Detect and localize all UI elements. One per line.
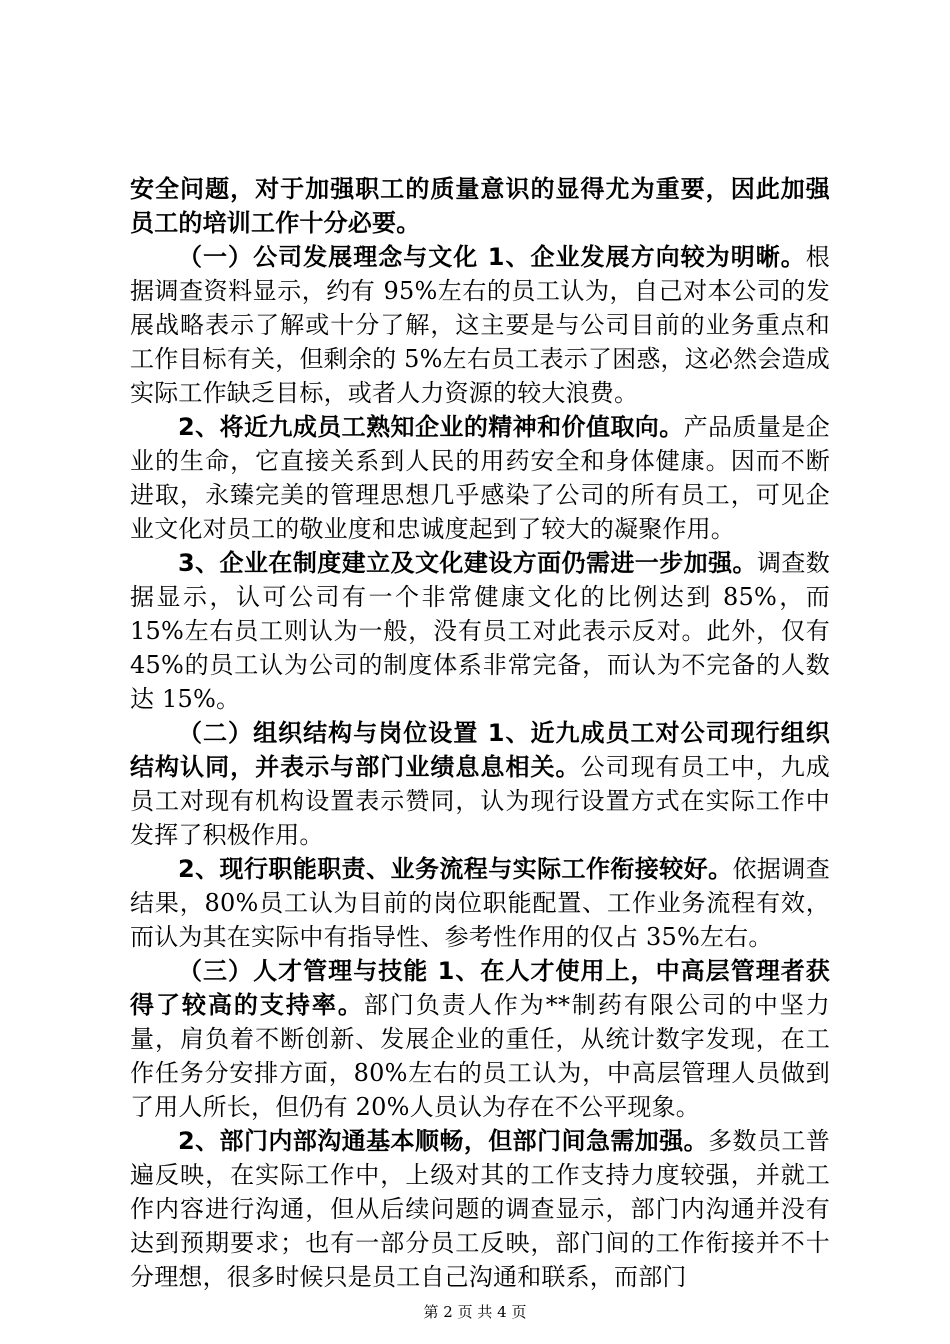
paragraph-section-2-item-2 — [130, 852, 830, 954]
paragraph-lead: （二）组织结构与岗位设置 1、近九成员工对公司现行组织结构认同，并表示与部门业绩息息相关。 — [130, 719, 830, 781]
paragraph-text: 多数员工普遍反映，在实际工作中，上级对其的工作支持力度较强，并就工作内容进行沟通，但从后续问题的调查显示，部门内沟通并没有达到预期要求；也有一部分员工反映，部门间的工作衔接并不十分理想，很多时候只是员工自己沟通和联系，而部门 — [130, 1127, 830, 1291]
paragraph-section-1-item-2 — [130, 410, 830, 546]
paragraph-text: 根据调查资料显示，约有 95%左右的员工认为，自己对本公司的发展战略表示了解或十分了解，这主要是与公司目前的业务重点和工作目标有关，但剩余的 5%左右员工表示了困惑，这必然会造成实际工作缺乏目标，或者人力资源的较大浪费。 — [130, 243, 830, 407]
paragraph-lead: 2、现行职能职责、业务流程与实际工作衔接较好。 — [178, 855, 733, 883]
paragraph-continuation — [130, 172, 830, 240]
paragraph-text: 产品质量是企业的生命，它直接关系到人民的用药安全和身体健康。因而不断进取，永臻完美的管理思想几乎感染了公司的所有员工，可见企业文化对员工的敬业度和忠诚度起到了较大的凝聚作用。 — [130, 413, 830, 543]
paragraph-section-2 — [130, 716, 830, 852]
paragraph-section-1-item-3 — [130, 546, 830, 716]
page-footer — [0, 1302, 950, 1322]
paragraph-section-3-item-2 — [130, 1124, 830, 1294]
paragraph-lead: 2、部门内部沟通基本顺畅，但部门间急需加强。 — [178, 1127, 709, 1155]
paragraph-text: 依据调查结果，80%员工认为目前的岗位职能配置、工作业务流程有效，而认为其在实际中有指导性、参考性作用的仅占 35%左右。 — [130, 855, 830, 951]
paragraph-lead: （三）人才管理与技能 1、在人才使用上，中高层管理者获得了较高的支持率。 — [130, 957, 830, 1019]
paragraph-text: 部门负责人作为**制药有限公司的中坚力量，肩负着不断创新、发展企业的重任，从统计数字发现，在工作任务分安排方面，80%左右的员工认为，中高层管理人员做到了用人所长，但仍有 20%人员认为存在不公平现象。 — [130, 991, 830, 1121]
paragraph-text: 调查数据显示，认可公司有一个非常健康文化的比例达到 85%，而 15%左右员工则认为一般，没有员工对此表示反对。此外，仅有 45%的员工认为公司的制度体系非常完备，而认为不完备的人数达 15%。 — [130, 549, 830, 713]
paragraph-section-3 — [130, 954, 830, 1124]
paragraph-lead: 3、企业在制度建立及文化建设方面仍需进一步加强。 — [178, 549, 757, 577]
paragraph-lead: 安全问题，对于加强职工的质量意识的显得尤为重要，因此加强员工的培训工作十分必要。 — [130, 175, 830, 237]
paragraph-text: 公司现有员工中，九成员工对现有机构设置表示赞同，认为现行设置方式在实际工作中发挥了积极作用。 — [130, 753, 830, 849]
paragraph-section-1 — [130, 240, 830, 410]
paragraph-lead: 2、将近九成员工熟知企业的精神和价值取向。 — [178, 413, 684, 441]
document-body — [130, 172, 830, 1294]
page-number-label: 第 2 页 共 4 页 — [423, 1303, 527, 1321]
paragraph-lead: （一）公司发展理念与文化 1、企业发展方向较为明晰。 — [178, 243, 806, 271]
